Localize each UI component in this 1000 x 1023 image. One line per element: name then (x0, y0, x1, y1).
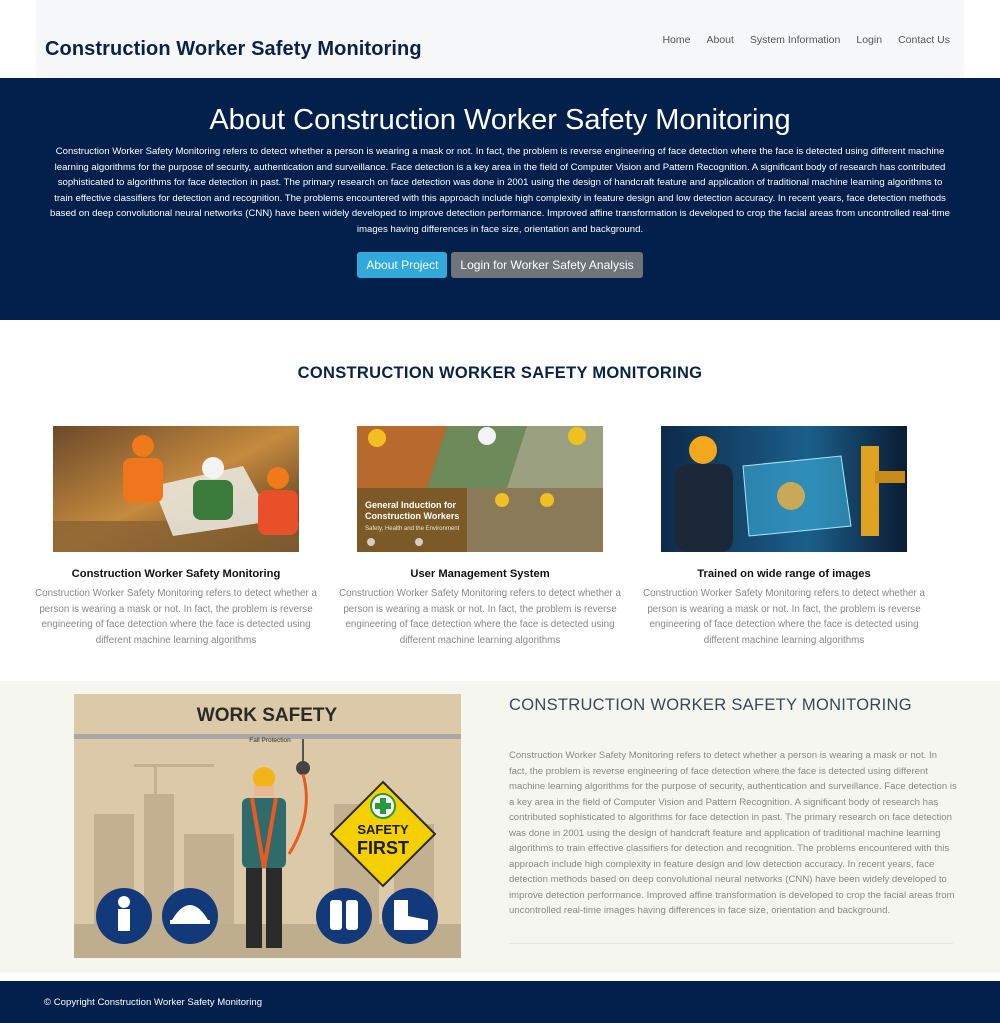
banner-subtitle: Safety, Health and the Environment (365, 526, 460, 532)
feature-title: Construction Worker Safety Monitoring (71, 568, 281, 580)
poster-title: WORK SAFETY (196, 705, 338, 726)
about-section (0, 681, 1000, 973)
nav-home[interactable]: Home (662, 34, 691, 46)
hero-description: Construction Worker Safety Monitoring refers to detect whether a person is wearing a mask or not. In fact, the problem is reverse engineering of face detection where the face is detected using different machine learning algorithms for the purpose of security, authentication and surveillance. Face detection is a key area in the field of Computer Vision and Pattern Recognition. A significant body of research has contributed sophisticated to algorithms for face detection in past. The primary research on face detection was done in 2001 using the design of handcraft feature and application of traditional machine learning algorithms to train effective classifiers for detection and recognition. The problems encountered with this approach include high complexity in feature design and low detection accuracy. In recent years, face detection methods based on deep convolutional neural networks (CNN) have been widely developed to improve detection performance. Improved affine transformation is developed to crop the facial areas from uncontrolled real-time images having differences in face size, orientation and background. (50, 146, 950, 235)
copyright-text: © Copyright Construction Worker Safety Monitoring (44, 997, 263, 1008)
feature-card-trained-images (639, 426, 929, 648)
engineer-screen-image (661, 426, 907, 552)
nav-about[interactable]: About (706, 34, 734, 46)
work-safety-poster (74, 694, 461, 958)
feature-card-user-management (335, 426, 625, 648)
banner-title-line1: General Induction for (365, 500, 457, 510)
poster-sign-line2: FIRST (357, 838, 409, 858)
poster-sign-line1: SAFETY (357, 822, 409, 837)
hero-buttons (0, 252, 1000, 278)
site-header (0, 0, 1000, 78)
feature-title: User Management System (410, 568, 550, 580)
nav-login[interactable]: Login (856, 34, 883, 46)
feature-title: Trained on wide range of images (697, 568, 871, 580)
feature-text: Construction Worker Safety Monitoring refers to detect whether a person is wearing a mask or not. In fact, the problem is reverse engineering of face detection where the face is detected using different machine learning algorithms (35, 588, 317, 646)
login-analysis-button[interactable]: Login for Worker Safety Analysis (451, 252, 642, 278)
hero-section (0, 78, 1000, 320)
harness-icon (96, 888, 152, 944)
helmet-icon (162, 888, 218, 944)
brand-title[interactable]: Construction Worker Safety Monitoring (45, 38, 422, 60)
workers-team-image (53, 426, 299, 552)
nav-contact-us[interactable]: Contact Us (898, 34, 950, 46)
about-title: CONSTRUCTION WORKER SAFETY MONITORING (509, 696, 912, 714)
banner-title-line2: Construction Workers (365, 511, 460, 521)
about-project-button[interactable]: About Project (357, 252, 447, 278)
hero-title: About Construction Worker Safety Monitoring (209, 104, 791, 136)
feature-card-safety-monitoring (31, 426, 321, 648)
feature-text: Construction Worker Safety Monitoring refers to detect whether a person is wearing a mask or not. In fact, the problem is reverse engineering of face detection where the face is detected using different machine learning algorithms (339, 588, 621, 646)
gloves-icon (316, 888, 372, 944)
induction-banner-image (357, 426, 603, 552)
nav-system-information[interactable]: System Information (749, 34, 841, 46)
boots-icon (382, 888, 438, 944)
divider (509, 943, 953, 944)
site-footer (0, 981, 1000, 1023)
navbar (36, 0, 964, 78)
feature-text: Construction Worker Safety Monitoring refers to detect whether a person is wearing a mask or not. In fact, the problem is reverse engineering of face detection where the face is detected using different machine learning algorithms (643, 588, 925, 646)
about-description: Construction Worker Safety Monitoring refers to detect whether a person is wearing a mask or not. In fact, the problem is reverse engineering of face detection where the face is detected using different machine learning algorithms for the purpose of security, authentication and surveillance. Face detection is a key area in the field of Computer Vision and Pattern Recognition. A significant body of research has contributed sophisticated to algorithms for face detection in past. The primary research on face detection was done in 2001 using the design of handcraft feature and application of traditional machine learning algorithms to train effective classifiers for detection and recognition. The problems encountered with this approach include high complexity in feature design and low detection accuracy. In recent years, face detection methods based on deep convolutional neural networks (CNN) have been widely developed to improve detection performance. Improved affine transformation is developed to crop the facial areas from uncontrolled real-time images having differences in face size, orientation and background. (509, 750, 957, 916)
main-nav (662, 34, 950, 46)
poster-label: Fall Protection (249, 737, 291, 744)
features-title: CONSTRUCTION WORKER SAFETY MONITORING (297, 364, 703, 382)
